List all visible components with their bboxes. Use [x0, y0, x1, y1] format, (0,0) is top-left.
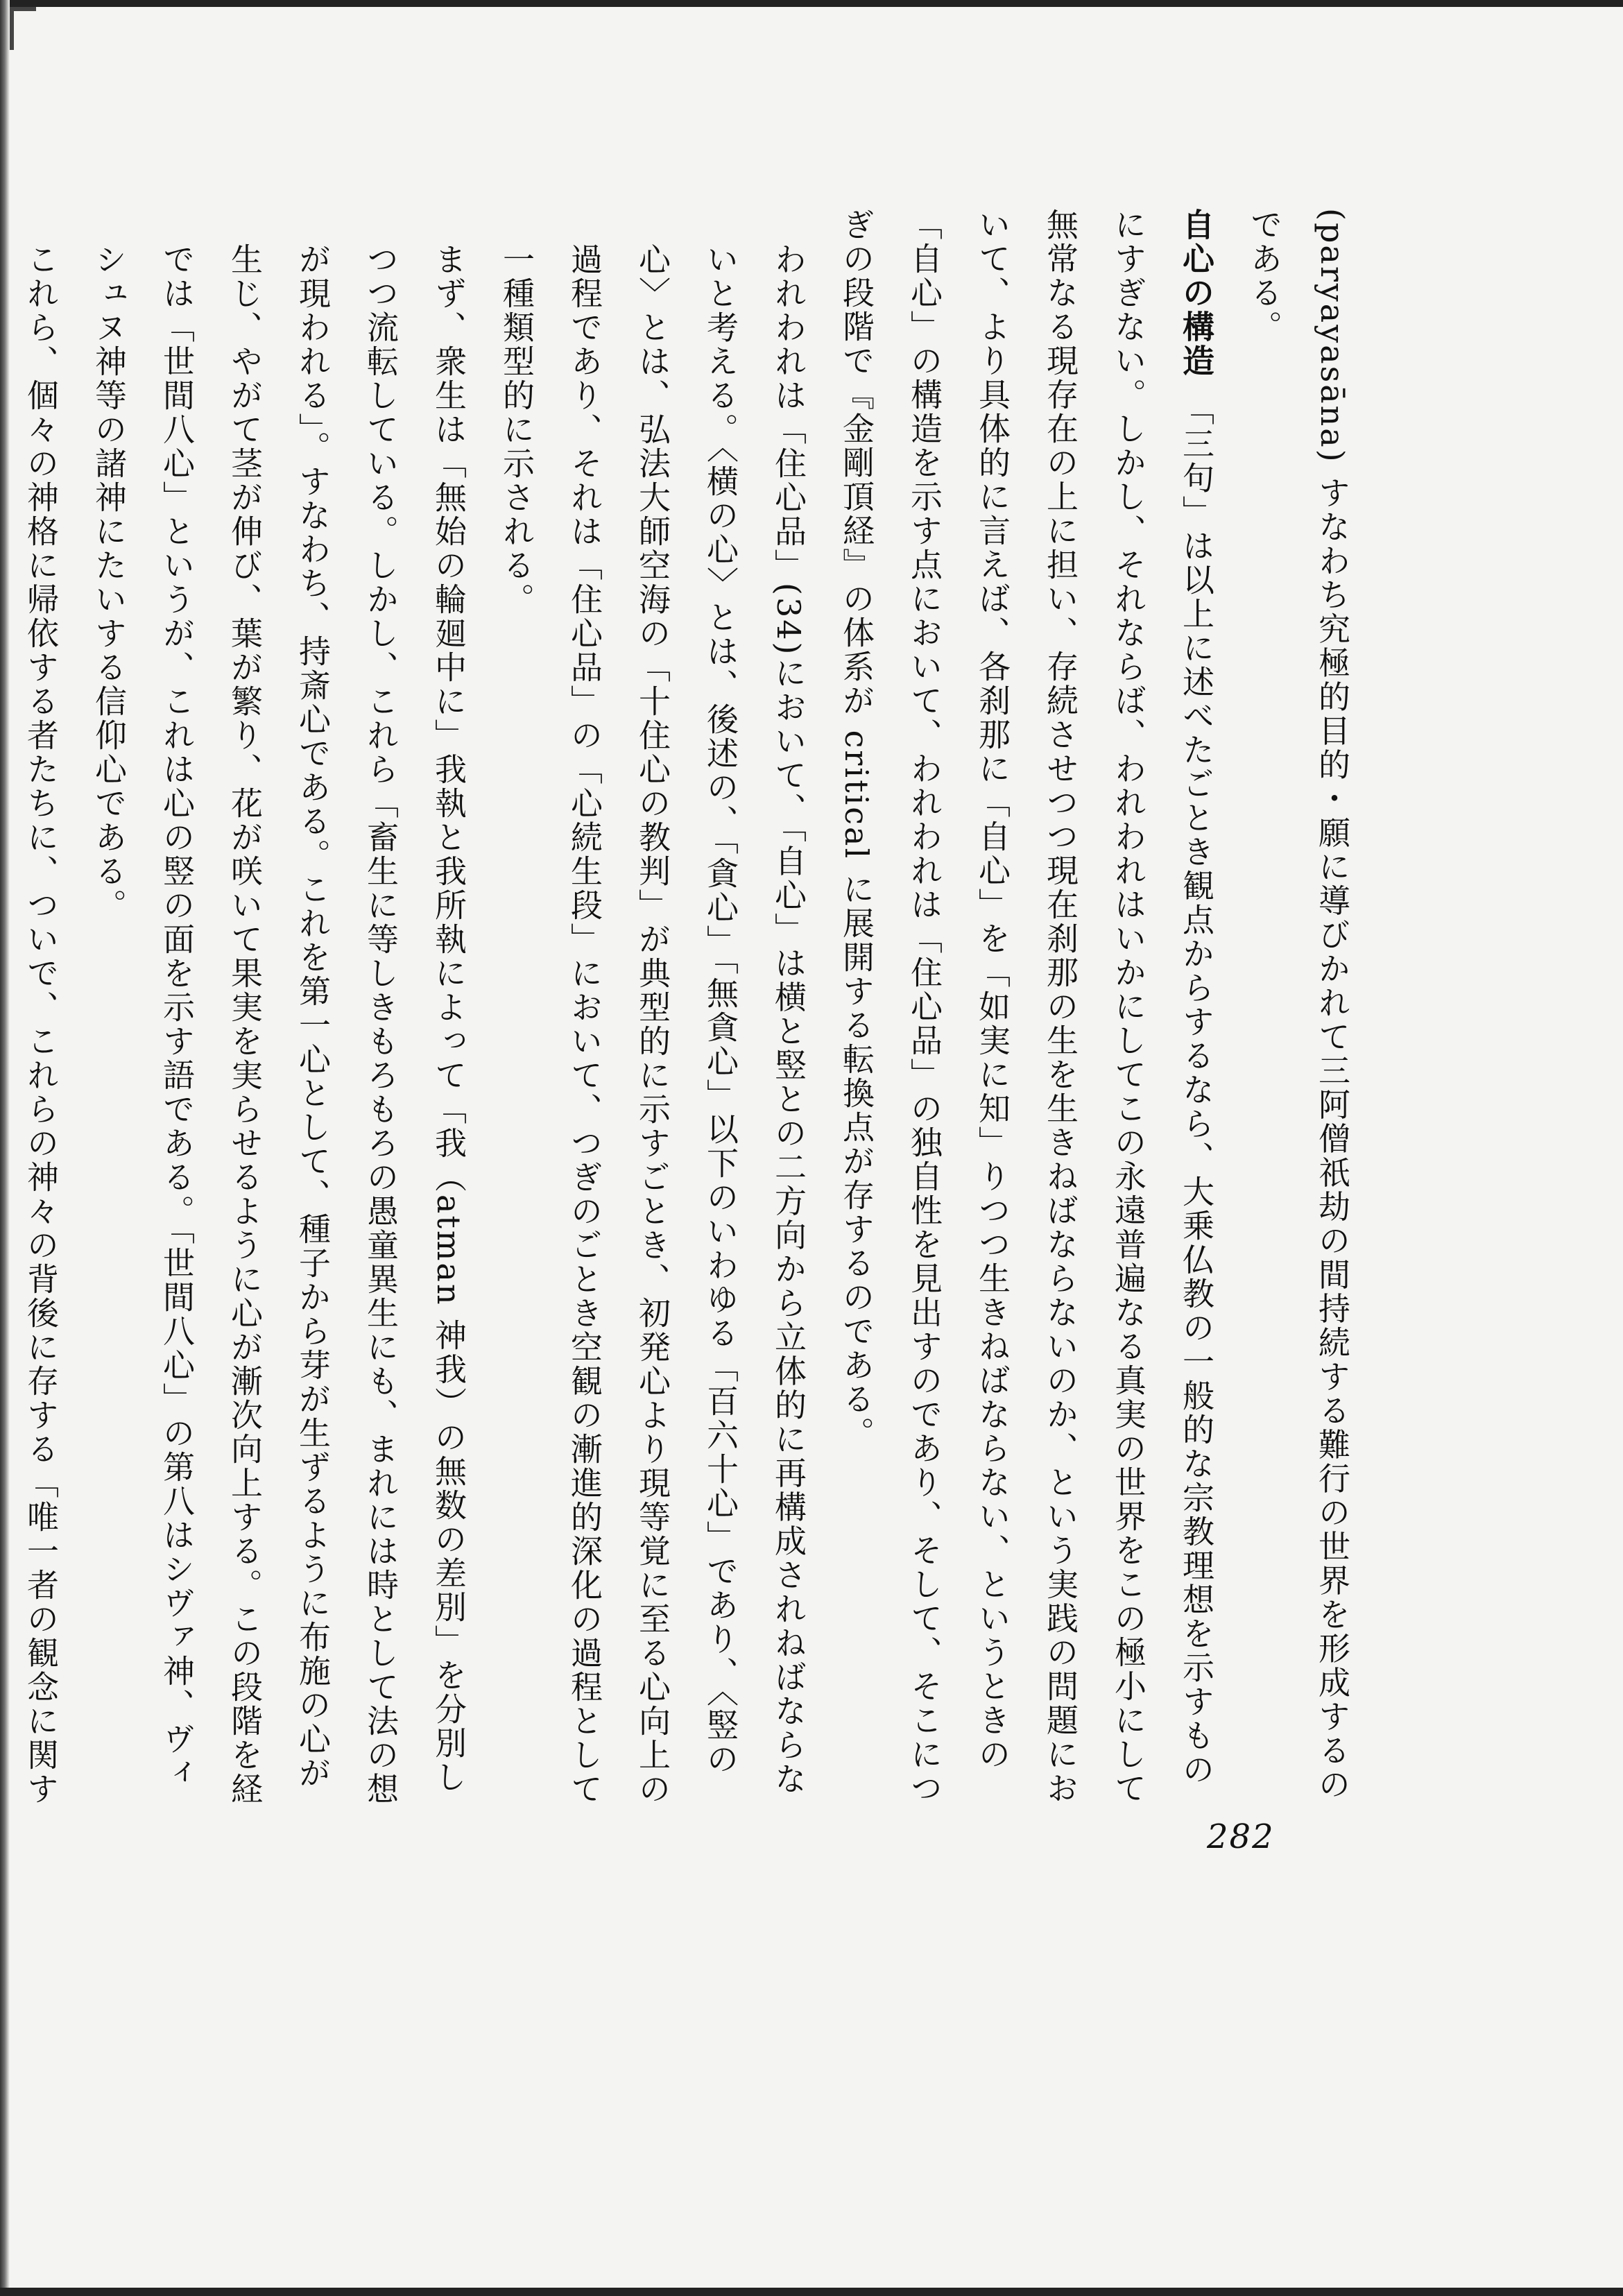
- page-edge-bottom: [0, 2288, 1623, 2296]
- body-text: [22, 208, 1366, 1810]
- paragraph-2: われわれは「住心品」(34)において、「自心」は横と竪との二方向から立体的に再構成されねばならないと考える。〈横の心〉とは、後述の、「貪心」「無貪心」以下のいわゆる「百六十心」であり、〈竪の心〉とは、弘法大師空海の「十住心の教判」が典型的に示すごとき、初発心より現等覚に至る心向上の過程であり、それは「住心品」の「心続生段」において、つぎのごとき空観の漸進的深化の過程として一種類型的に示される。: [498, 243, 807, 1806]
- paragraph-structure: [823, 208, 1230, 1810]
- paragraph-1-text: 「三句」は以上に述べたごとき観点からするなら、大乗仏教の一般的な宗教理想を示すものにすぎない。しかし、それならば、われわれはいかにしてこの永遠普遍なる真実の世界をこの極小にして無常なる現存在の上に担い、存続させつつ現在刹那の生を生きねばならないのか、という実践の問題において、より具体的に言えば、各刹那に「自心」を「如実に知」りつつ生きねばならない、というときの「自心」の構造を示す点において、われわれは「住心品」の独自性を見出すのであり、そして、そこにつぎの段階で『金剛頂経』の体系が critical に展開する転換点が存するのである。: [838, 208, 1215, 1806]
- section-heading: 自心の構造: [1178, 208, 1215, 378]
- page-edge-top: [0, 0, 1623, 7]
- paragraph-4: これら、個々の神格に帰依する者たちに、ついで、これらの神々の背後に存する「唯一者の観念に関す: [22, 243, 60, 1806]
- page-corner-mark: [10, 7, 36, 50]
- paragraph-3: まず、衆生は「無始の輪廻中に」我執と我所執によって「我（atman 神我）の無数の差別」を分別しつつ流転している。しかし、これら「畜生に等しきもろもろの愚童異生にも、まれには時として法の想が現われる」。すなわち、持斎心である。これを第一心として、種子から芽が生ずるように布施の心が生じ、やがて茎が伸び、葉が繁り、花が咲いて果実を実らせるように心が漸次向上する。この段階を経では「世間八心」というが、これは心の竪の面を示す語である。「世間八心」の第八はシヴァ神、ヴィシュヌ神等の諸神にたいする信仰心である。: [90, 243, 467, 1806]
- page-number: 282: [1207, 1817, 1275, 1856]
- opening-line: (paryayasāna) すなわち究極的目的・願に導びかれて三阿僧祇劫の間持続する難行の世界を形成するのである。: [1246, 208, 1351, 1802]
